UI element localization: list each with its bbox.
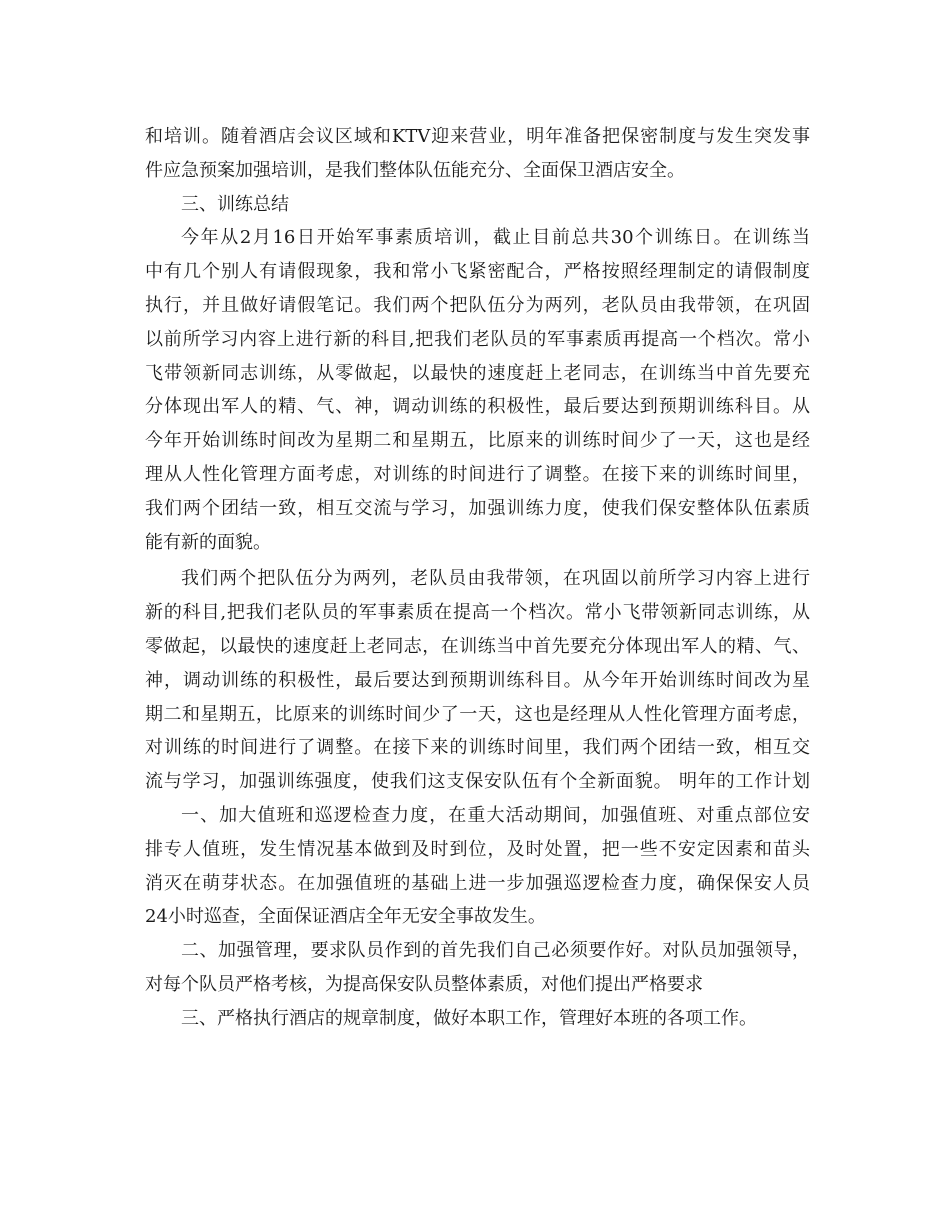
text-line: 三、严格执行酒店的规章制度，做好本职工作，管理好本班的各项工作。 [181,1007,757,1029]
text-line: 一、加大值班和巡逻检查力度，在重大活动期间，加强值班、对重点部位安 [181,804,810,826]
text-line: 流与学习，加强训练强度，使我们这支保安队伍有个全新面貌。 明年的工作计划 [145,771,810,793]
text-line: 排专人值班，发生情况基本做到及时到位，及时处置，把一些不安定因素和苗头 [145,838,810,860]
text-line: 理从人性化管理方面考虑，对训练的时间进行了调整。在接下来的训练时间里， [145,463,810,485]
text-line: 期二和星期五，比原来的训练时间少了一天，这也是经理从人性化管理方面考虑， [145,703,810,725]
text-line: 二、加强管理，要求队员作到的首先我们自己必须要作好。对队员加强领导， [181,940,810,962]
text-line: 件应急预案加强培训，是我们整体队伍能充分、全面保卫酒店安全。 [145,159,685,181]
text-line: 神，调动训练的积极性，最后要达到预期训练科目。从今年开始训练时间改为星 [145,669,810,691]
document-body [145,120,810,1036]
text-line: 零做起，以最快的速度赶上老同志，在训练当中首先要充分体现出军人的精、气、 [145,635,810,657]
text-line: 以前所学习内容上进行新的科目,把我们老队员的军事素质再提高一个档次。常小 [145,328,810,350]
text-line: 今年开始训练时间改为星期二和星期五，比原来的训练时间少了一天，这也是经 [145,430,810,452]
text-line: 对训练的时间进行了调整。在接下来的训练时间里，我们两个团结一致，相互交 [145,737,810,759]
section-heading: 三、训练总结 [181,193,289,215]
text-line: 24小时巡查，全面保证酒店全年无安全事故发生。 [145,906,546,928]
text-line: 执行，并且做好请假笔记。我们两个把队伍分为两列，老队员由我带领，在巩固 [145,294,810,316]
text-line: 今年从2月16日开始军事素质培训，截止目前总共30个训练日。在训练当 [181,227,810,249]
text-line: 中有几个别人有请假现象，我和常小飞紧密配合，严格按照经理制定的请假制度 [145,261,810,283]
text-line: 我们两个团结一致，相互交流与学习，加强训练力度，使我们保安整体队伍素质 [145,497,810,519]
text-line: 和培训。随着酒店会议区域和KTV迎来营业，明年准备把保密制度与发生突发事 [145,126,810,147]
text-line: 对每个队员严格考核，为提高保安队员整体素质，对他们提出严格要求 [145,973,703,995]
text-line: 消灭在萌芽状态。在加强值班的基础上进一步加强巡逻检查力度，确保保安人员 [145,872,810,894]
text-line: 我们两个把队伍分为两列，老队员由我带领，在巩固以前所学习内容上进行 [181,568,810,590]
text-line: 分体现出军人的精、气、神，调动训练的积极性，最后要达到预期训练科目。从 [145,396,810,418]
text-line: 飞带领新同志训练，从零做起，以最快的速度赶上老同志，在训练当中首先要充 [145,362,810,384]
text-line: 能有新的面貌。 [145,531,271,553]
text-line: 新的科目,把我们老队员的军事素质在提高一个档次。常小飞带领新同志训练，从 [145,602,810,624]
